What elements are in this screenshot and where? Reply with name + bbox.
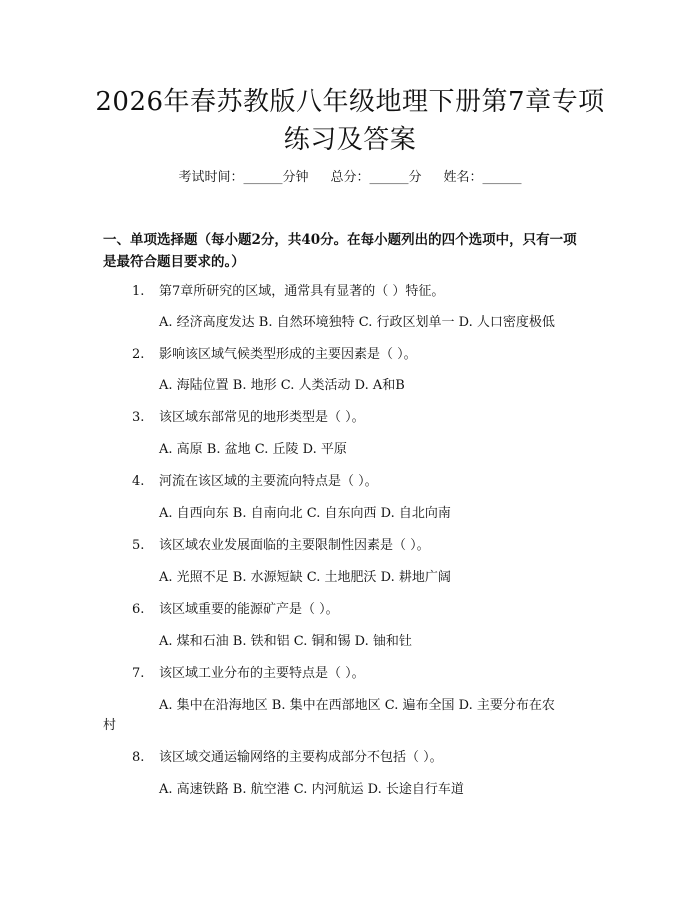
document-title-line-1: 2026年春苏教版八年级地理下册第7章专项	[95, 87, 605, 117]
question-text: 该区域交通运输网络的主要构成部分不包括（ ）。	[159, 750, 443, 765]
section-heading-line-2: 是最符合题目要求的。）	[103, 254, 245, 270]
question-number: 3.	[132, 410, 145, 425]
question-5-options: A. 光照不足 B. 水源短缺 C. 土地肥沃 D. 耕地广阔	[159, 570, 451, 585]
question-text: 该区域重要的能源矿产是（ ）。	[159, 602, 339, 617]
question-number: 4.	[132, 474, 145, 489]
question-number: 7.	[132, 666, 145, 681]
question-number: 1.	[132, 284, 145, 299]
question-8-options: A. 高速铁路 B. 航空港 C. 内河航运 D. 长途自行车道	[159, 782, 464, 797]
question-7-options-wrap: 村	[103, 718, 117, 733]
question-7-options: A. 集中在沿海地区 B. 集中在西部地区 C. 遍布全国 D. 主要分布在农	[159, 698, 555, 713]
section-heading-line-1: 一、单项选择题（每小题2分，共40分。在每小题列出的四个选项中，只有一项	[103, 232, 577, 248]
question-1-options: A. 经济高度发达 B. 自然环境独特 C. 行政区划单一 D. 人口密度极低	[159, 315, 555, 330]
question-text: 该区域农业发展面临的主要限制性因素是（ ）。	[159, 538, 430, 553]
question-text: 影响该区域气候类型形成的主要因素是（ ）。	[159, 347, 417, 362]
question-number: 6.	[132, 602, 145, 617]
question-4-options: A. 自西向东 B. 自南向北 C. 自东向西 D. 自北向南	[159, 506, 451, 521]
question-3-options: A. 高原 B. 盆地 C. 丘陵 D. 平原	[159, 442, 347, 457]
question-2-options: A. 海陆位置 B. 地形 C. 人类活动 D. A和B	[159, 378, 405, 393]
student-name: 姓名：______	[443, 170, 522, 185]
exam-meta	[0, 168, 700, 188]
question-text: 该区域东部常见的地形类型是（ ）。	[159, 410, 365, 425]
question-6-options: A. 煤和石油 B. 铁和铝 C. 铜和锡 D. 铀和钍	[159, 634, 412, 649]
question-text: 该区域工业分布的主要特点是（ ）。	[159, 666, 365, 681]
question-text: 河流在该区域的主要流向特点是（ ）。	[159, 474, 378, 489]
question-number: 2.	[132, 347, 145, 362]
document-title-line-2: 练习及答案	[283, 125, 417, 155]
exam-time: 考试时间：______分钟	[178, 170, 309, 185]
exam-total-score: 总分：______分	[330, 170, 422, 185]
question-number: 8.	[132, 750, 145, 765]
question-text: 第7章所研究的区域，通常具有显著的（ ）特征。	[159, 284, 445, 299]
question-number: 5.	[132, 538, 145, 553]
